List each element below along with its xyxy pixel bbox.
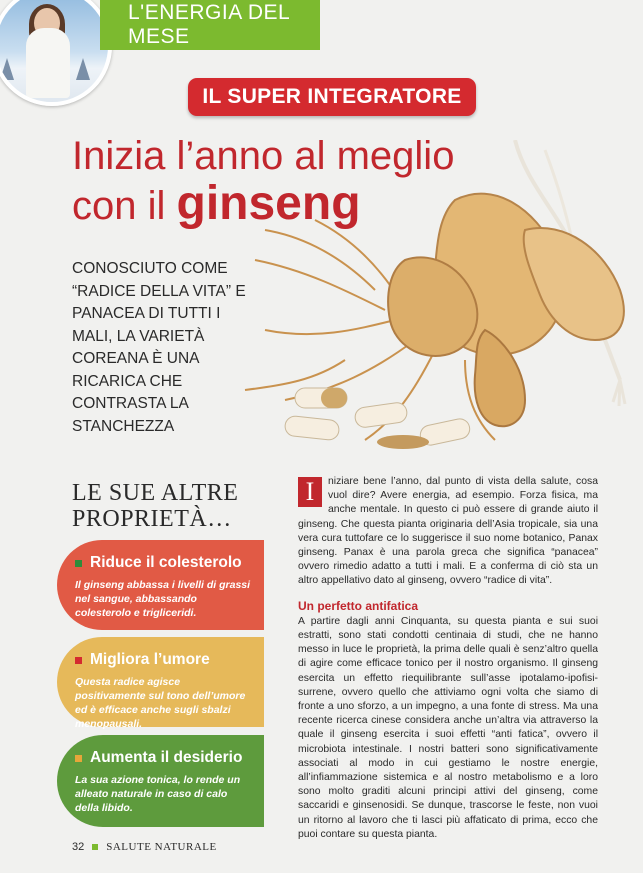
property-card-title xyxy=(75,554,252,572)
square-bullet-icon xyxy=(75,560,82,567)
page-footer xyxy=(72,841,217,853)
property-card-title-text: Riduce il colesterolo xyxy=(90,554,242,571)
property-card-cholesterol xyxy=(57,540,264,630)
properties-heading xyxy=(72,480,238,532)
kicker-banner: IL SUPER INTEGRATORE xyxy=(188,78,476,116)
page-number: 32 xyxy=(72,841,85,853)
title-line-1: Inizia l’anno al meglio xyxy=(72,134,455,178)
article-subheading: Un perfetto antifatica xyxy=(298,598,419,613)
property-card-body: Questa radice agisce positivamente sul tono dell’umore ed è efficace anche sugli sbalzi menopausali. xyxy=(75,676,246,730)
property-card-title-text: Aumenta il desiderio xyxy=(90,749,243,766)
property-card-body: La sua azione tonica, lo rende un alleato naturale in caso di calo della libido. xyxy=(75,774,241,814)
property-card-mood xyxy=(57,637,264,730)
article-body xyxy=(298,475,598,842)
property-card-title xyxy=(75,651,252,669)
article-paragraph-1 xyxy=(298,475,598,589)
title-highlight: ginseng xyxy=(176,177,361,230)
properties-heading-line-1: LE SUE ALTRE xyxy=(72,480,239,506)
square-bullet-icon xyxy=(92,844,98,850)
tree-shape xyxy=(0,58,14,80)
article-paragraph-1-text: niziare bene l’anno, dal punto di vista della salute, cosa vuol dire? Avere energia, ad esempio. Forza fisica, ma anche mentale. In questo ci può essere di grande aiuto il ginseng. Che questa pianta originaria dell’Asia tropicale, sia una vera cura tuttofare ce lo suggerisce il suo nome botanico, Panax ginseng. Panax è una parola greca che significa “panacea” ovvero rimedio adatto a tutti i mali. E a conferma di ciò sta un altro appellativo dato al ginseng, ovvero “radice di vita”. xyxy=(298,476,598,587)
drop-cap: I xyxy=(298,477,322,507)
title-prefix: con il xyxy=(72,184,177,228)
capsules xyxy=(284,388,471,449)
properties-heading-line-2: PROPRIETÀ… xyxy=(72,506,232,532)
tassel-shape xyxy=(613,380,625,406)
woman-in-snow-photo xyxy=(0,0,112,106)
ginseng-root-illustration xyxy=(225,140,643,460)
property-card-desire xyxy=(57,735,264,827)
square-bullet-icon xyxy=(75,755,82,762)
property-card-title-text: Migliora l’umore xyxy=(90,651,210,668)
square-bullet-icon xyxy=(75,657,82,664)
magazine-name: SALUTE NATURALE xyxy=(106,841,217,853)
section-banner: L'ENERGIA DEL MESE xyxy=(100,0,320,50)
tree-shape xyxy=(76,58,90,80)
property-card-title xyxy=(75,749,252,767)
intro-text: CONOSCIUTO COME “RADICE DELLA VITA” E PANACEA DI TUTTI I MALI, LA VARIETÀ COREANA È UNA RICARICA CHE CONTRASTA LA STANCHEZZA xyxy=(72,260,246,435)
white-coat-shape xyxy=(26,28,70,98)
article-paragraph-2: A partire dagli anni Cinquanta, su questa pianta e sui suoi estratti, sono stati condotti centinaia di studi, che ne hanno messo in luce le proprietà, la prima delle quali è senz’altro quella di agire come efficace tonico per il nostro organismo. Il ginseng esercita un effetto riequilibrante sull’asse ipotalamo-ipofisi-surrene, ovvero quello che attiviamo ogni volta che siamo di fronte a uno sforzo, a un impegno, a una fonte di stress. Ma una recente ricerca cinese considera anche un’altra via attraverso la quale il ginseng esercita i suoi effetti “anti fatica”, ovvero il microbiota intestinale. I nostri batteri sono significativamente associati al modo in cui gestiamo le nostre energie, all’infiammazione sistemica e al nostro metabolismo e a loro sono molto graditi alcuni principi attivi del ginseng, come saccaridi e ginsenosidi. Se dunque, trascorse le feste, non vuoi un ritorno al lavoro che ti lasci più affaticato di prima, ecco che puoi contare su questa pianta. xyxy=(298,615,598,840)
property-card-body: Il ginseng abbassa i livelli di grassi nel sangue, abbassando colesterolo e trigliceridi. xyxy=(75,579,251,619)
